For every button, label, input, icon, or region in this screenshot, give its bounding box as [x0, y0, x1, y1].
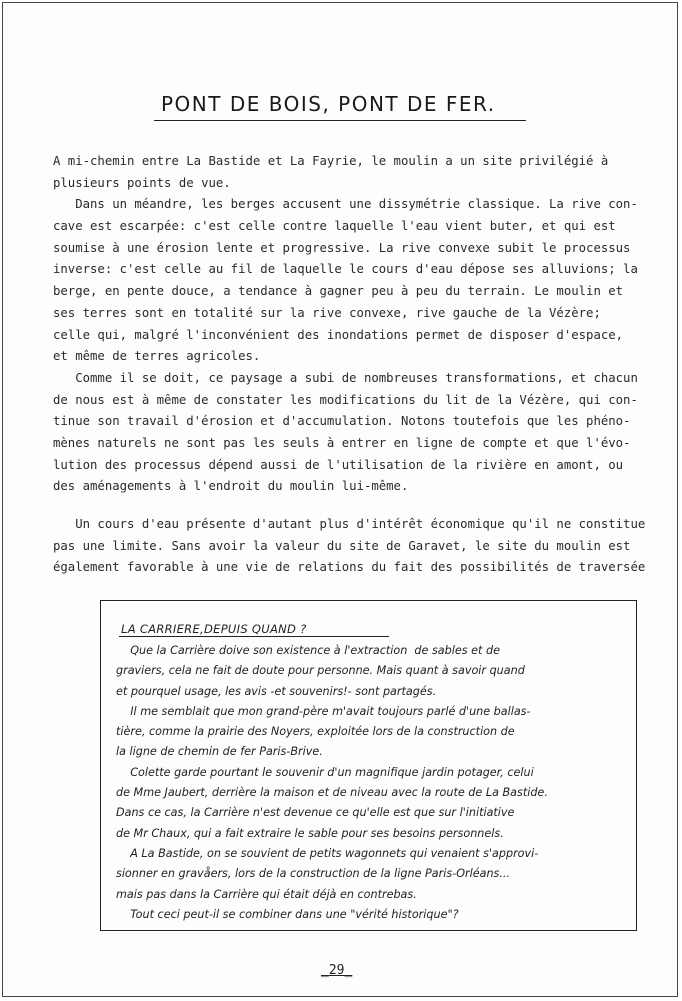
page-title: PONT DE BOIS, PONT DE FER.: [161, 92, 496, 116]
paragraph: [53, 194, 638, 368]
text-line: Comme il se doit, ce paysage a subi de nombreuses transformations, et chacun: [53, 370, 638, 385]
paragraph: [53, 514, 646, 579]
page-number: _29_: [321, 963, 353, 978]
box-text-line: graviers, cela ne fait de doute pour personne. Mais quant à savoir quand: [116, 664, 525, 678]
text-line: cave est escarpée: c'est celle contre laquelle l'eau vient buter, et qui est: [53, 219, 616, 234]
paragraph: [53, 368, 638, 498]
text-line: tinue son travail d'érosion et d'accumulation. Notons toutefois que les phéno-: [53, 414, 631, 429]
document-page: [2, 2, 678, 997]
text-line: lution des processus dépend aussi de l'utilisation de la rivière en amont, ou: [53, 457, 624, 472]
text-line: pas une limite. Sans avoir la valeur du site de Garavet, le site du moulin est: [53, 538, 631, 553]
paragraph-gap: [53, 498, 633, 514]
text-line: ses terres sont en totalité sur la rive convexe, rive gauche de la Vézère;: [53, 305, 601, 320]
box-title-underline: [119, 636, 389, 637]
box-text-line: sionner en gravåers, lors de la construction de la ligne Paris-Orléans...: [116, 867, 511, 881]
text-line: mènes naturels ne sont pas les seuls à entrer en ligne de compte et que l'évo-: [53, 435, 631, 450]
text-line: inverse: c'est celle au fil de laquelle le cours d'eau dépose ses alluvions; la: [53, 262, 638, 277]
text-line: A mi-chemin entre La Bastide et La Fayrie, le moulin a un site privilégié à: [53, 154, 609, 168]
box-text-line: de Mr Chaux, qui a fait extraire le sable pour ses besoins personnels.: [116, 826, 504, 840]
box-text-line: Colette garde pourtant le souvenir d'un magnifique jardin potager, celui: [116, 765, 534, 779]
box-text-line: la ligne de chemin de fer Paris-Brive.: [116, 745, 323, 759]
box-text-line: A La Bastide, on se souvient de petits wagonnets qui venaient s'approvi-: [116, 846, 539, 860]
text-line: des aménagements à l'endroit du moulin lui-même.: [53, 479, 409, 494]
box-text-line: et pourquel usage, les avis -et souvenirs!- sont partagés.: [116, 684, 437, 698]
body-text: [53, 151, 646, 579]
box-text-line: Dans ce cas, la Carrière n'est devenue ce qu'elle est que sur l'initiative: [116, 806, 515, 820]
box-text-line: Que la Carrière doive son existence à l'extraction de sables et de: [116, 644, 500, 657]
box-title: LA CARRIERE,DEPUIS QUAND ?: [121, 622, 307, 636]
box-text-line: mais pas dans la Carrière qui était déjà en contrebas.: [116, 887, 417, 901]
box-text: [116, 641, 626, 925]
box-text-line: tière, comme la prairie des Noyers, exploitée lors de la construction de: [116, 725, 515, 739]
text-line: plusieurs points de vue.: [53, 175, 231, 190]
text-line: également favorable à une vie de relations du fait des possibilités de traversée: [53, 560, 646, 575]
page-number-value: 29: [328, 963, 345, 978]
text-line: Un cours d'eau présente d'autant plus d'intérêt économique qu'il ne constitue: [53, 517, 646, 531]
text-line: et même de terres agricoles.: [53, 349, 261, 364]
box-text-line: Tout ceci peut-il se combiner dans une "vérité historique"?: [116, 907, 459, 921]
text-line: Dans un méandre, les berges accusent une dissymétrie classique. La rive con-: [53, 197, 638, 212]
title-underline: [154, 120, 526, 121]
box-text-line: de Mme Jaubert, derrière la maison et de niveau avec la route de La Bastide.: [116, 786, 548, 800]
box-text-line: Il me semblait que mon grand-père m'avait toujours parlé d'une ballas-: [116, 704, 531, 718]
text-line: soumise à une érosion lente et progressive. La rive convexe subit le processus: [53, 240, 631, 255]
text-line: de nous est à même de constater les modifications du lit de la Vézère, qui con-: [53, 392, 638, 407]
text-line: berge, en pente douce, a tendance à gagner peu à peu du terrain. Le moulin et: [53, 284, 624, 299]
text-line: celle qui, malgré l'inconvénient des inondations permet de disposer d'espace,: [53, 327, 624, 342]
paragraph: [53, 151, 633, 194]
